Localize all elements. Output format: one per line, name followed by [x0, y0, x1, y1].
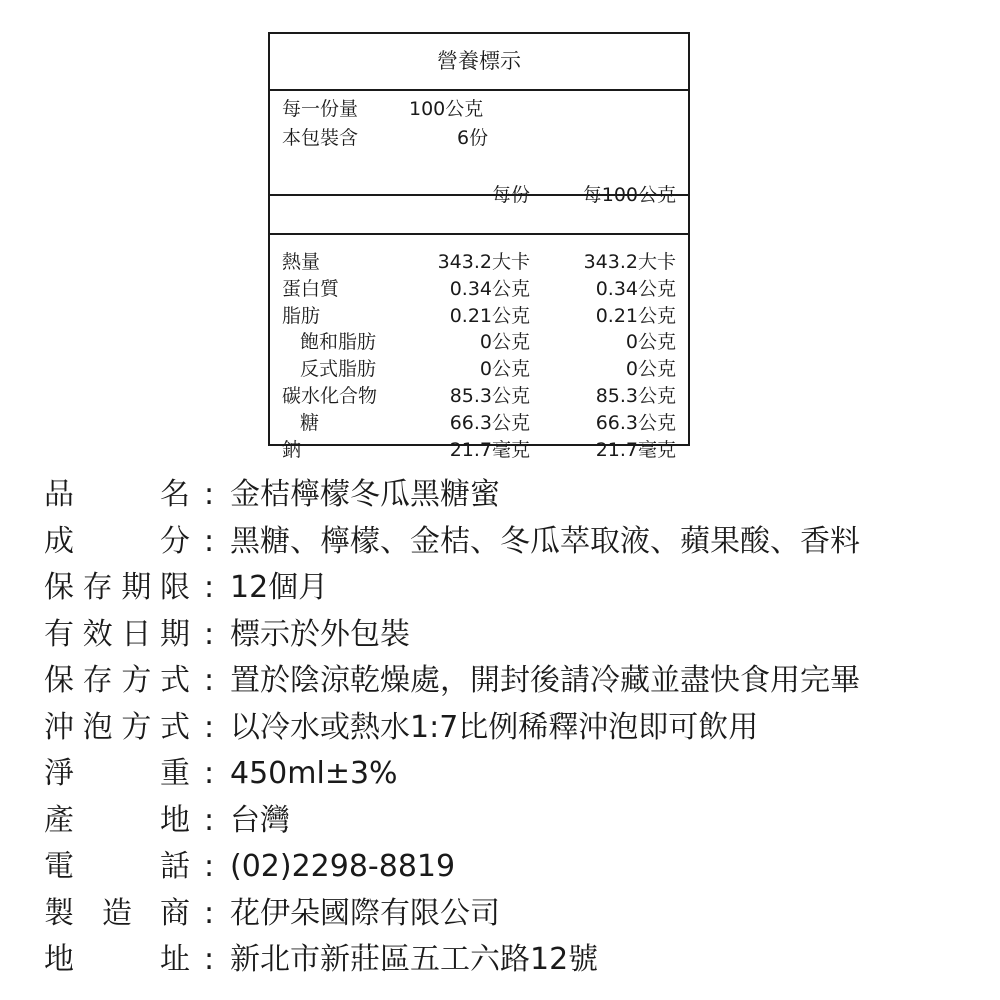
product-info-list — [44, 472, 984, 984]
nutrient-name: 蛋白質 — [282, 277, 340, 300]
info-label-char: 製 — [44, 895, 74, 931]
nutrition-row — [270, 410, 688, 437]
info-row — [44, 705, 984, 752]
info-label-char: 期 — [159, 616, 190, 652]
info-row — [44, 612, 984, 659]
info-colon: : — [203, 570, 215, 605]
nutrition-column-header — [270, 169, 688, 235]
per-100g-header: 每100公克 — [582, 184, 676, 206]
info-value: 12個月 — [230, 570, 329, 605]
info-value: 以冷水或熱水1:7比例稀釋沖泡即可飲用 — [230, 709, 759, 745]
info-value: 金桔檸檬冬瓜黑糖蜜 — [230, 477, 500, 512]
info-label-char: 方 — [121, 663, 152, 698]
info-label-char: 保 — [44, 663, 74, 698]
info-row — [44, 937, 984, 984]
nutrient-name: 碳水化合物 — [282, 384, 378, 407]
nutrition-row — [270, 437, 688, 464]
info-label-char: 產 — [44, 802, 74, 838]
nutrient-per-100g: 66.3公克 — [595, 411, 676, 434]
nutrient-per-100g: 85.3公克 — [595, 384, 676, 407]
info-value: 450ml±3% — [230, 756, 398, 791]
info-colon: : — [203, 895, 215, 931]
info-label-char: 存 — [82, 570, 113, 605]
info-label — [44, 658, 190, 705]
info-label-char: 址 — [160, 942, 190, 977]
info-label — [44, 844, 190, 891]
info-row — [44, 565, 984, 612]
info-colon: : — [203, 942, 215, 977]
info-label — [44, 891, 190, 938]
info-label — [44, 751, 190, 798]
info-row — [44, 658, 984, 705]
info-label-char: 話 — [160, 849, 190, 884]
info-label — [44, 612, 190, 659]
info-label-char: 沖 — [44, 709, 74, 745]
nutrient-per-serving: 21.7毫克 — [449, 438, 530, 461]
info-value: 黑糖、檸檬、金桔、冬瓜萃取液、蘋果酸、香料 — [230, 523, 860, 559]
nutrition-row — [270, 303, 688, 330]
info-colon: : — [203, 709, 215, 745]
nutrient-per-serving: 343.2大卡 — [437, 251, 530, 273]
info-label-char: 期 — [121, 570, 152, 605]
nutrient-per-serving: 66.3公克 — [449, 411, 530, 434]
nutrient-per-100g: 0公克 — [625, 331, 676, 354]
nutrient-per-serving: 0公克 — [479, 358, 530, 381]
nutrition-row — [270, 383, 688, 410]
info-row — [44, 844, 984, 891]
info-row — [44, 519, 984, 566]
info-row — [44, 472, 984, 519]
info-label-char: 泡 — [82, 709, 113, 745]
info-colon: : — [203, 756, 215, 791]
info-colon: : — [203, 663, 215, 698]
nutrient-per-serving: 0公克 — [479, 331, 530, 354]
info-label-char: 淨 — [44, 756, 74, 791]
info-label-char: 造 — [102, 895, 132, 931]
nutrient-per-100g: 0公克 — [625, 358, 676, 381]
info-label-char: 方 — [121, 709, 152, 745]
nutrition-row — [270, 329, 688, 356]
info-colon: : — [203, 849, 215, 884]
info-label — [44, 472, 190, 519]
nutrient-per-100g: 343.2大卡 — [583, 251, 676, 273]
info-label-char: 效 — [82, 616, 113, 652]
nutrition-title: 營養標示 — [270, 34, 688, 91]
info-label-char: 分 — [160, 523, 190, 559]
serving-size-label: 每一份量 — [282, 98, 359, 120]
info-value: 花伊朵國際有限公司 — [230, 895, 500, 931]
info-label-char: 成 — [44, 523, 74, 559]
info-label-char: 式 — [159, 663, 190, 698]
nutrient-name: 脂肪 — [282, 304, 321, 327]
info-label-char: 地 — [160, 802, 190, 838]
info-label-char: 存 — [82, 663, 113, 698]
info-label-char: 式 — [159, 709, 190, 745]
info-label-char: 品 — [44, 477, 74, 512]
info-label-char: 地 — [44, 942, 74, 977]
info-value: 標示於外包裝 — [230, 616, 410, 652]
info-label — [44, 565, 190, 612]
info-row — [44, 798, 984, 845]
nutrition-row — [270, 276, 688, 303]
nutrient-name: 飽和脂肪 — [300, 331, 377, 354]
nutrient-per-serving: 0.21公克 — [449, 304, 530, 327]
nutrient-per-100g: 0.21公克 — [595, 304, 676, 327]
info-label-char: 名 — [160, 477, 190, 512]
info-value: (02)2298-8819 — [230, 849, 456, 884]
info-label — [44, 705, 190, 752]
info-value: 置於陰涼乾燥處，開封後請冷藏並盡快食用完畢 — [230, 663, 860, 698]
nutrient-per-serving: 85.3公克 — [449, 384, 530, 407]
info-label — [44, 798, 190, 845]
info-label-char: 日 — [121, 616, 152, 652]
info-label — [44, 937, 190, 984]
nutrient-per-serving: 0.34公克 — [449, 277, 530, 300]
info-label-char: 保 — [44, 570, 74, 605]
info-label-char: 電 — [44, 849, 74, 884]
info-value: 台灣 — [230, 802, 290, 838]
nutrient-name: 鈉 — [282, 438, 302, 461]
info-value: 新北市新莊區五工六路12號 — [230, 942, 599, 977]
info-colon: : — [203, 523, 215, 559]
per-serving-header: 每份 — [491, 184, 530, 206]
nutrient-per-100g: 21.7毫克 — [595, 438, 676, 461]
nutrient-name: 熱量 — [282, 251, 321, 273]
info-row — [44, 751, 984, 798]
nutrient-name: 反式脂肪 — [300, 358, 377, 381]
nutrition-row — [270, 249, 688, 276]
servings-value: 6份 — [457, 127, 489, 149]
nutrition-facts-table — [268, 32, 690, 461]
nutrition-rows — [270, 249, 688, 463]
info-row — [44, 891, 984, 938]
nutrient-name: 糖 — [300, 411, 320, 434]
servings-label: 本包裝含 — [282, 127, 359, 149]
info-colon: : — [203, 616, 215, 652]
info-label-char: 商 — [160, 895, 190, 931]
info-label-char: 重 — [160, 756, 190, 791]
info-colon: : — [203, 477, 215, 512]
nutrition-row — [270, 356, 688, 383]
serving-size-value: 100公克 — [409, 98, 484, 120]
info-label-char: 限 — [159, 570, 190, 605]
info-colon: : — [203, 802, 215, 838]
info-label — [44, 519, 190, 566]
info-label-char: 有 — [44, 616, 74, 652]
nutrient-per-100g: 0.34公克 — [595, 277, 676, 300]
